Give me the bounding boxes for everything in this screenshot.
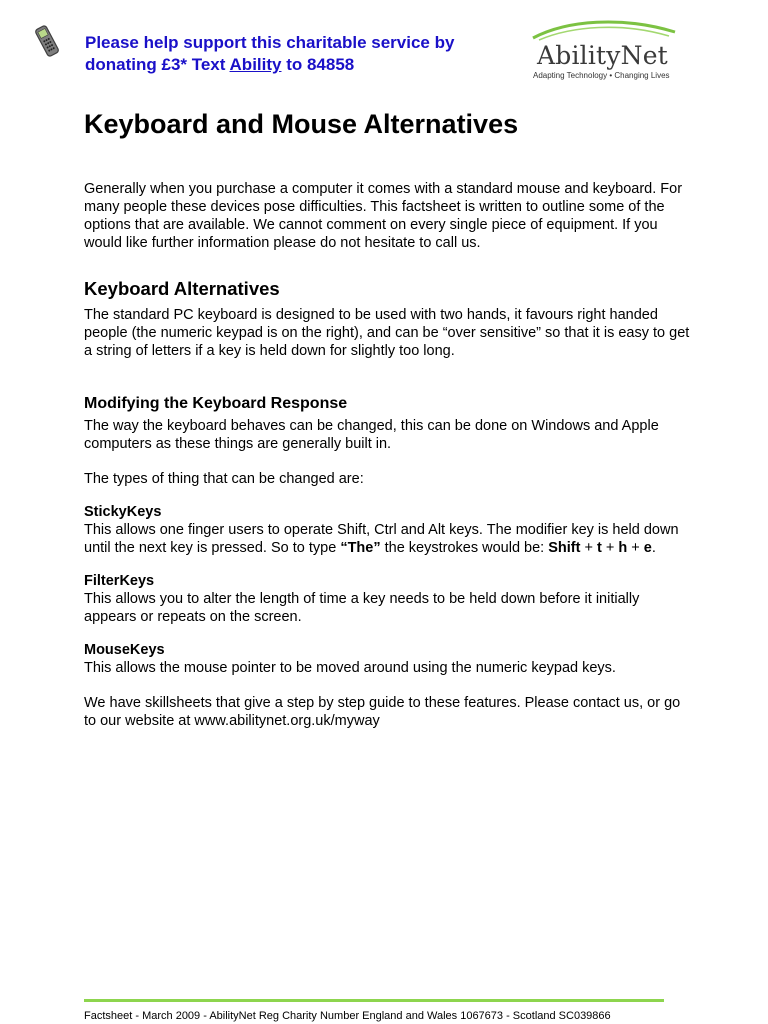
modifying-keyboard-body: The way the keyboard behaves can be changed, this can be done on Windows and Apple computers as these things are generally built in. — [84, 418, 659, 452]
key-e: e — [643, 540, 652, 556]
donation-banner — [85, 32, 505, 76]
stickykeys-text-1: This allows one finger users to operate Shift, Ctrl and Alt keys. The modifier key is held down until the next key is pressed. So to type — [84, 522, 679, 556]
key-t: t — [597, 540, 602, 556]
abilitynet-logo — [527, 18, 687, 84]
plus-sign: + — [627, 540, 644, 556]
keyboard-alternatives-heading: Keyboard Alternatives — [84, 278, 280, 299]
stickykeys-example-word: “The” — [340, 540, 381, 556]
page-title: Keyboard and Mouse Alternatives — [84, 109, 519, 139]
donation-keyword-link[interactable]: Ability — [229, 55, 282, 74]
stickykeys-end: . — [651, 540, 656, 556]
footer-divider — [84, 999, 664, 1002]
keyboard-alternatives-body: The standard PC keyboard is designed to be used with two hands, it favours right handed people (the numeric keypad is on the right), and can be “over sensitive” so that it is easy to get a string of letters if a key is held down for slightly too long. — [84, 307, 690, 359]
key-h: h — [618, 540, 628, 556]
stickykeys-text-2: the keystrokes would be: — [380, 540, 549, 556]
key-shift: Shift — [548, 540, 581, 556]
footer-text: Factsheet - March 2009 - AbilityNet Reg Charity Number England and Wales 1067673 - Scotland SC039866 — [84, 1010, 611, 1022]
types-intro: The types of thing that can be changed are: — [84, 471, 364, 487]
intro-paragraph: Generally when you purchase a computer it comes with a standard mouse and keyboard. For many people these devices pose difficulties. This factsheet is written to outline some of the options that are available. We cannot comment on every single piece of equipment. If you would like further information please do not hesitate to call us. — [84, 181, 683, 251]
plus-sign: + — [601, 540, 619, 556]
stickykeys-heading: StickyKeys — [84, 504, 162, 520]
mousekeys-body: This allows the mouse pointer to be moved around using the numeric keypad keys. — [84, 660, 616, 676]
factsheet-content — [84, 106, 690, 730]
donation-line-2 — [85, 54, 505, 76]
stickykeys-body — [84, 521, 690, 557]
mobile-phone-icon — [32, 24, 62, 58]
filterkeys-heading: FilterKeys — [84, 573, 155, 589]
filterkeys-body: This allows you to alter the length of time a key needs to be held down before it initially appears or repeats on the screen. — [84, 591, 640, 625]
closing-paragraph: We have skillsheets that give a step by step guide to these features. Please contact us, or go to our website at www.abilitynet.org.uk/myway — [84, 695, 681, 729]
donation-line-1: Please help support this charitable service by — [85, 33, 455, 52]
logo-tagline: Adapting Technology • Changing Lives — [533, 71, 670, 80]
mousekeys-heading: MouseKeys — [84, 642, 165, 658]
donation-text-post: to 84858 — [281, 55, 355, 74]
plus-sign: + — [580, 540, 597, 556]
logo-name: AbilityNet — [537, 41, 668, 70]
logo-arc-icon — [527, 18, 687, 42]
modifying-keyboard-heading: Modifying the Keyboard Response — [84, 395, 348, 412]
donation-text-pre: donating £3* Text — [85, 55, 230, 74]
